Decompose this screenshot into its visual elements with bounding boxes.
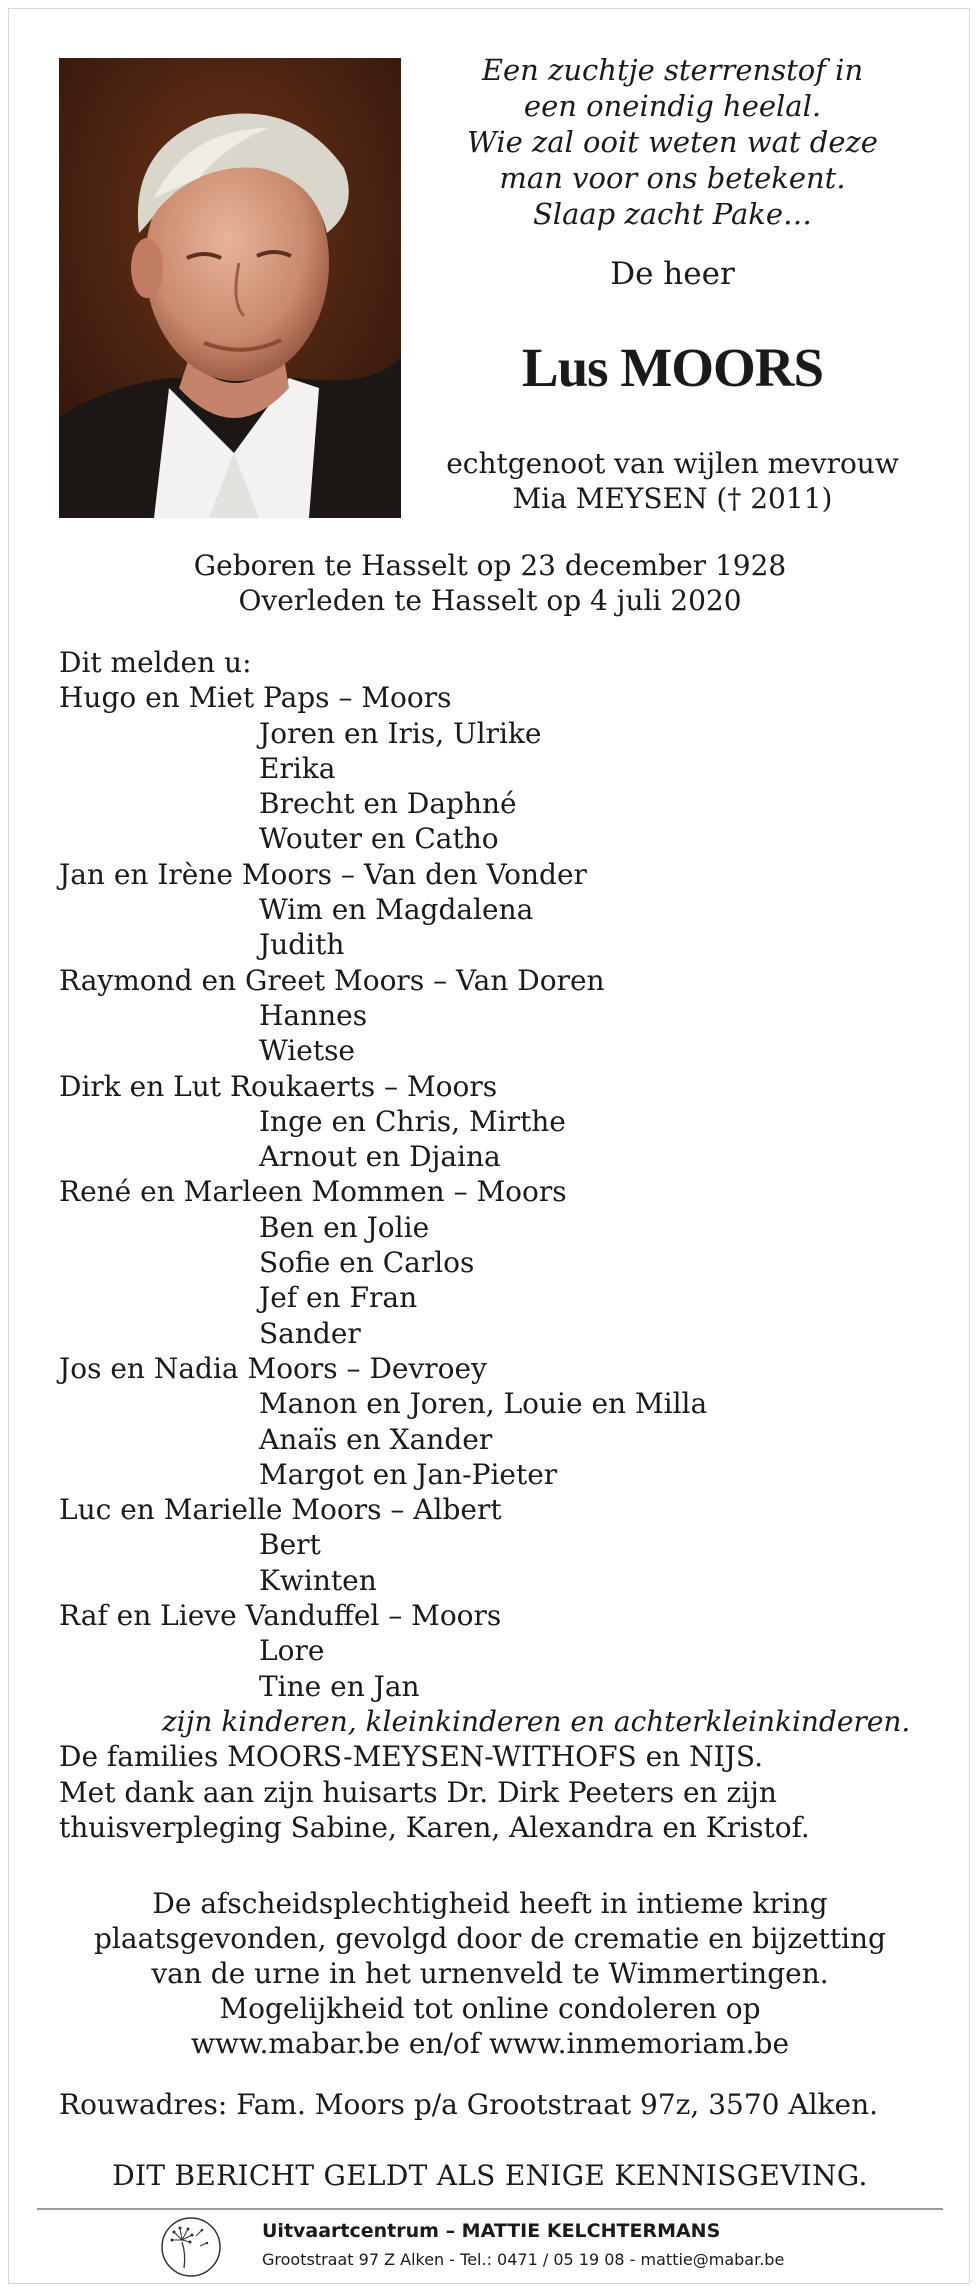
family-member: Luc en Marielle Moors – Albert — [59, 1493, 502, 1527]
family-member-child: Manon en Joren, Louie en Milla — [259, 1387, 708, 1421]
family-list — [59, 645, 939, 1845]
poem — [440, 52, 905, 232]
family-member-child: Judith — [259, 928, 345, 962]
birth-line: Geboren te Hasselt op 23 december 1928 — [193, 549, 787, 582]
family-member-child: Jef en Fran — [259, 1281, 418, 1315]
salutation: De heer — [610, 256, 735, 292]
deceased-name: Lus MOORS — [521, 337, 824, 398]
ceremony-line: Mogelijkheid tot online condoleren op — [219, 1992, 761, 2025]
family-member: Raf en Lieve Vanduffel – Moors — [59, 1599, 502, 1633]
family-member: De families MOORS-MEYSEN-WITHOFS en NIJS. — [59, 1740, 763, 1774]
family-member-child: Wouter en Catho — [259, 822, 499, 856]
portrait-photo — [59, 58, 401, 518]
ceremony-line: De afscheidsplechtigheid heeft in intieme kring — [152, 1887, 828, 1920]
family-member-child: Kwinten — [259, 1563, 377, 1597]
family-member-child: Joren en Iris, Ulrike — [259, 716, 542, 750]
family-member-child: Arnout en Djaina — [259, 1140, 501, 1174]
family-member: thuisverpleging Sabine, Karen, Alexandra en Kristof. — [59, 1810, 810, 1844]
family-member: Hugo en Miet Paps – Moors — [59, 681, 452, 715]
footer-divider — [37, 2208, 943, 2210]
family-member: Dirk en Lut Roukaerts – Moors — [59, 1069, 498, 1103]
funeral-home-contact: Grootstraat 97 Z Alken - Tel.: 0471 / 05 19 08 - mattie@mabar.be — [262, 2250, 785, 2269]
family-member-child: Wim en Magdalena — [259, 893, 534, 927]
family-member-child: Inge en Chris, Mirthe — [259, 1104, 566, 1138]
notice: DIT BERICHT GELDT ALS ENIGE KENNISGEVING. — [112, 2159, 868, 2192]
family-member: Dit melden u: — [59, 646, 252, 679]
ceremony-line: plaatsgevonden, gevolgd door de crematie en bijzetting — [94, 1922, 886, 1955]
poem-line: man voor ons betekent. — [499, 161, 846, 195]
family-member-child: Hannes — [259, 998, 368, 1032]
death-line: Overleden te Hasselt op 4 juli 2020 — [238, 584, 742, 617]
ceremony-line: van de urne in het urnenveld te Wimmertingen. — [151, 1957, 829, 1990]
family-member-child: Bert — [259, 1528, 321, 1562]
ceremony-info — [0, 1886, 980, 2061]
spouse-line: Mia MEYSEN († 2011) — [512, 482, 833, 515]
family-member-child: Erika — [259, 751, 336, 785]
mourning-address: Rouwadres: Fam. Moors p/a Grootstraat 97z, 3570 Alken. — [59, 2088, 879, 2121]
family-member-child: Anaïs en Xander — [259, 1422, 493, 1456]
family-member-child: Lore — [259, 1634, 325, 1668]
family-member: Jan en Irène Moors – Van den Vonder — [59, 857, 587, 891]
family-member-child: Tine en Jan — [259, 1669, 420, 1703]
family-member: Met dank aan zijn huisarts Dr. Dirk Peeters en zijn — [59, 1775, 777, 1809]
family-member: René en Marleen Mommen – Moors — [59, 1175, 567, 1209]
poem-line: Slaap zacht Pake… — [532, 197, 813, 231]
poem-line: een oneindig heelal. — [523, 89, 822, 123]
family-member-child: Wietse — [259, 1034, 356, 1068]
portrait-illustration — [59, 58, 401, 518]
family-member-child: Ben en Jolie — [259, 1210, 430, 1244]
family-summary: zijn kinderen, kleinkinderen en achterkleinkinderen. — [162, 1704, 911, 1738]
poem-line: Wie zal ooit weten wat deze — [467, 125, 878, 159]
spouse-info — [420, 446, 925, 516]
family-member: Raymond en Greet Moors – Van Doren — [59, 963, 605, 997]
family-member-child: Margot en Jan-Pieter — [259, 1457, 558, 1491]
dandelion-icon — [160, 2216, 222, 2278]
ceremony-line: www.mabar.be en/of www.inmemoriam.be — [190, 2027, 790, 2060]
spouse-line: echtgenoot van wijlen mevrouw — [446, 447, 899, 480]
life-dates — [0, 548, 980, 618]
poem-line: Een zuchtje sterrenstof in — [481, 53, 864, 87]
family-member-child: Brecht en Daphné — [259, 787, 517, 821]
family-member-child: Sander — [259, 1316, 361, 1350]
family-member: Jos en Nadia Moors – Devroey — [59, 1351, 487, 1385]
funeral-home-name: Uitvaartcentrum – MATTIE KELCHTERMANS — [262, 2220, 721, 2242]
family-member-child: Sofie en Carlos — [259, 1246, 475, 1280]
